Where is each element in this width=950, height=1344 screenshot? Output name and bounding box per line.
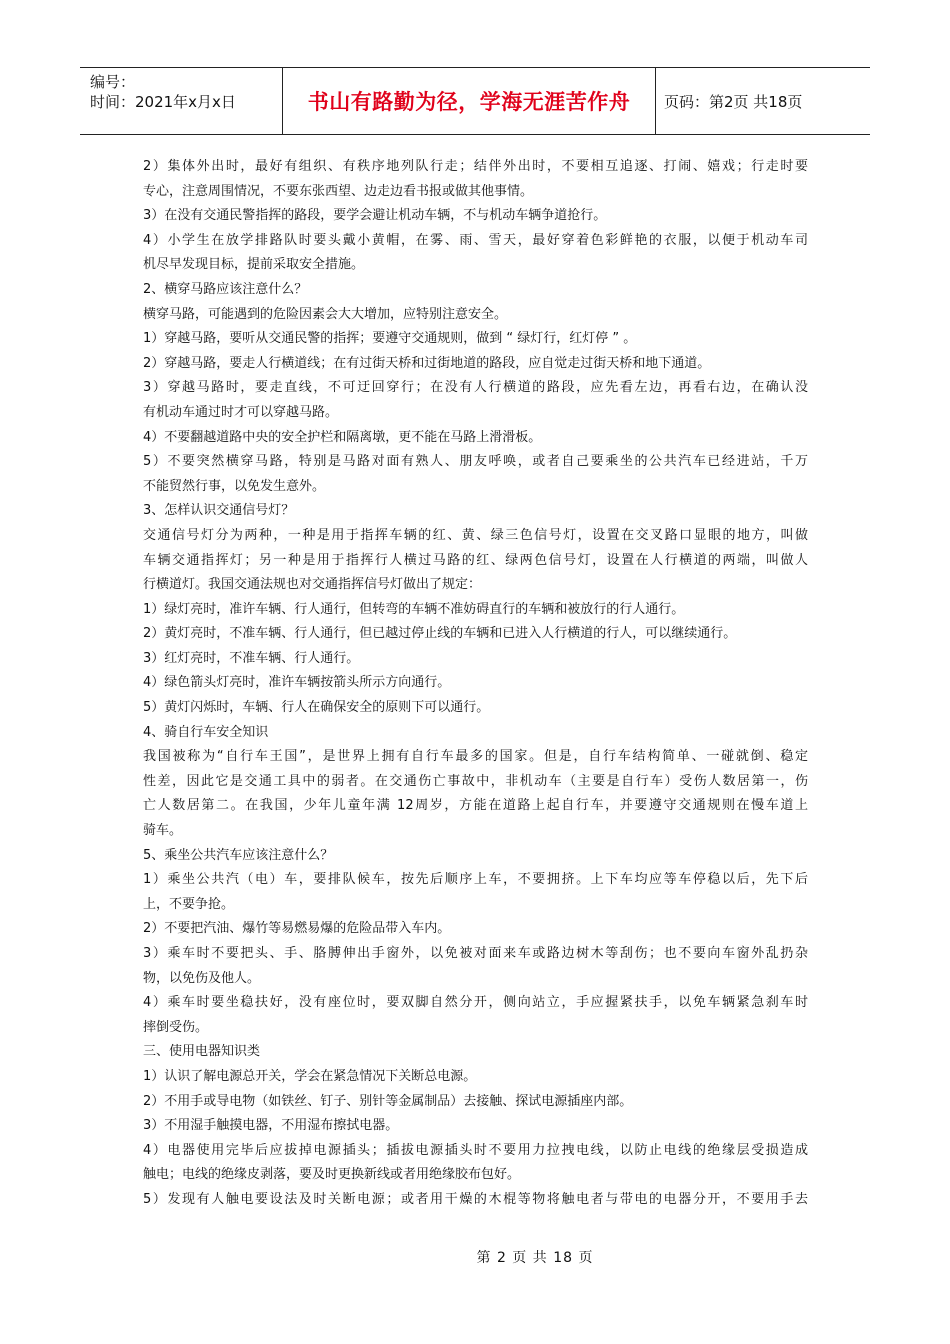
text-line: 1）绿灯亮时，准许车辆、行人通行，但转弯的车辆不准妨碍直行的车辆和被放行的行人通行。 [143,601,685,617]
text-line: 2）穿越马路，要走人行横道线；在有过街天桥和过街地道的路段，应自觉走过街天桥和地下通道。 [143,355,711,371]
text-line: 3、怎样认识交通信号灯？ [143,503,295,519]
text-line: 3）不用湿手触摸电器，不用湿布擦拭电器。 [143,1118,399,1134]
text-line: 性差，因此它是交通工具中的弱者。在交通伤亡事故中，非机动车（主要是自行车）受伤人数居第一，伤 [143,773,808,789]
header-meta [80,68,283,134]
text-line: 车辆交通指挥灯；另一种是用于指挥行人横过马路的红、绿两色信号灯，设置在人行横道的两端，叫做人 [143,552,808,568]
page-footer [0,1247,950,1267]
text-line: 3）穿越马路时，要走直线，不可迂回穿行；在没有人行横道的路段，应先看左边，再看右边，在确认没 [143,380,808,396]
text-line: 骑车。 [143,823,183,839]
text-line: 摔倒受伤。 [143,1019,209,1035]
text-line: 4）绿色箭头灯亮时，准许车辆按箭头所示方向通行。 [143,675,451,691]
text-line: 交通信号灯分为两种，一种是用于指挥车辆的红、黄、绿三色信号灯，设置在交叉路口显眼的地方，叫做 [143,527,808,543]
text-line: 1）穿越马路，要听从交通民警的指挥；要遵守交通规则，做到 “ 绿灯行，红灯停 ” 。 [143,331,637,347]
text-line: 4、骑自行车安全知识 [143,724,269,740]
text-line: 5）发现有人触电要设法及时关断电源；或者用干燥的木棍等物将触电者与带电的电器分开，不要用手去 [143,1191,808,1207]
text-line: 有机动车通过时才可以穿越马路。 [143,404,339,420]
text-line: 三、使用电器知识类 [143,1044,261,1060]
text-line: 亡人数居第二。在我国，少年儿童年满 12周岁，方能在道路上起自行车，并要遵守交通规则在慢车道上 [143,798,808,814]
text-line: 4）不要翻越道路中央的安全护栏和隔离墩，更不能在马路上滑滑板。 [143,429,542,445]
text-line: 4）乘车时要坐稳扶好，没有座位时，要双脚自然分开，侧向站立，手应握紧扶手，以免车辆紧急刹车时 [143,995,808,1011]
text-line: 上，不要争抢。 [143,896,235,912]
text-line: 1）认识了解电源总开关，学会在紧急情况下关断总电源。 [143,1068,477,1084]
text-line: 3）乘车时不要把头、手、胳膊伸出手窗外，以免被对面来车或路边树木等刮伤；也不要向车窗外乱扔杂 [143,946,808,961]
page-header [80,67,870,135]
text-line: 2）集体外出时，最好有组织、有秩序地列队行走；结伴外出时，不要相互追逐、打闹、嬉戏；行走时要 [143,159,808,174]
text-line: 3）在没有交通民警指挥的路段，要学会避让机动车辆，不与机动车辆争道抢行。 [143,208,607,224]
document-body [143,155,808,1213]
text-line: 2、横穿马路应该注意什么？ [143,281,308,297]
footer-page-number: 第 2 页 共 18 页 [476,1250,594,1266]
text-line: 横穿马路，可能遇到的危险因素会大大增加，应特别注意安全。 [143,306,508,322]
text-line: 2）不要把汽油、爆竹等易燃易爆的危险品带入车内。 [143,921,451,937]
text-line: 5）不要突然横穿马路，特别是马路对面有熟人、朋友呼唤，或者自己要乘坐的公共汽车已经进站，千万 [143,454,808,470]
text-line: 触电；电线的绝缘皮剥落，要及时更换新线或者用绝缘胶布包好。 [143,1167,521,1183]
text-line: 2）不用手或导电物（如铁丝、钉子、别针等金属制品）去接触、探试电源插座内部。 [143,1093,633,1109]
text-line: 行横道灯。我国交通法规也对交通指挥信号灯做出了规定： [143,577,482,593]
header-motto: 书山有路勤为径，学海无涯苦作舟 [283,68,656,134]
serial-number-label: 编号： [90,73,136,91]
text-line: 4）电器使用完毕后应拔掉电源插头；插拔电源插头时不要用力拉拽电线，以防止电线的绝缘层受损造成 [143,1142,808,1158]
header-page-label: 页码：第2页 共18页 [664,92,803,111]
text-line: 5、乘坐公共汽车应该注意什么？ [143,847,334,863]
text-line: 专心，注意周围情况，不要东张西望、边走边看书报或做其他事情。 [143,183,534,199]
text-line: 4）小学生在放学排路队时要头戴小黄帽，在雾、雨、雪天，最好穿着色彩鲜艳的衣服，以便于机动车司 [143,232,808,248]
text-line: 我国被称为“自行车王国”，是世界上拥有自行车最多的国家。但是，自行车结构简单、一碰就倒、稳定 [143,749,808,765]
text-line: 1）乘坐公共汽（电）车，要排队候车，按先后顺序上车，不要拥挤。上下车均应等车停稳以后，先下后 [143,872,808,888]
date-label: 时间：2021年x月x日 [90,93,236,111]
text-line: 5）黄灯闪烁时，车辆、行人在确保安全的原则下可以通行。 [143,700,490,716]
text-line: 物，以免伤及他人。 [143,970,261,986]
text-line: 2）黄灯亮时，不准车辆、行人通行，但已越过停止线的车辆和已进入人行横道的行人，可以继续通行。 [143,626,737,642]
text-line: 机尽早发现目标，提前采取安全措施。 [143,257,365,273]
text-line: 不能贸然行事，以免发生意外。 [143,478,326,494]
text-line: 3）红灯亮时，不准车辆、行人通行。 [143,650,360,666]
